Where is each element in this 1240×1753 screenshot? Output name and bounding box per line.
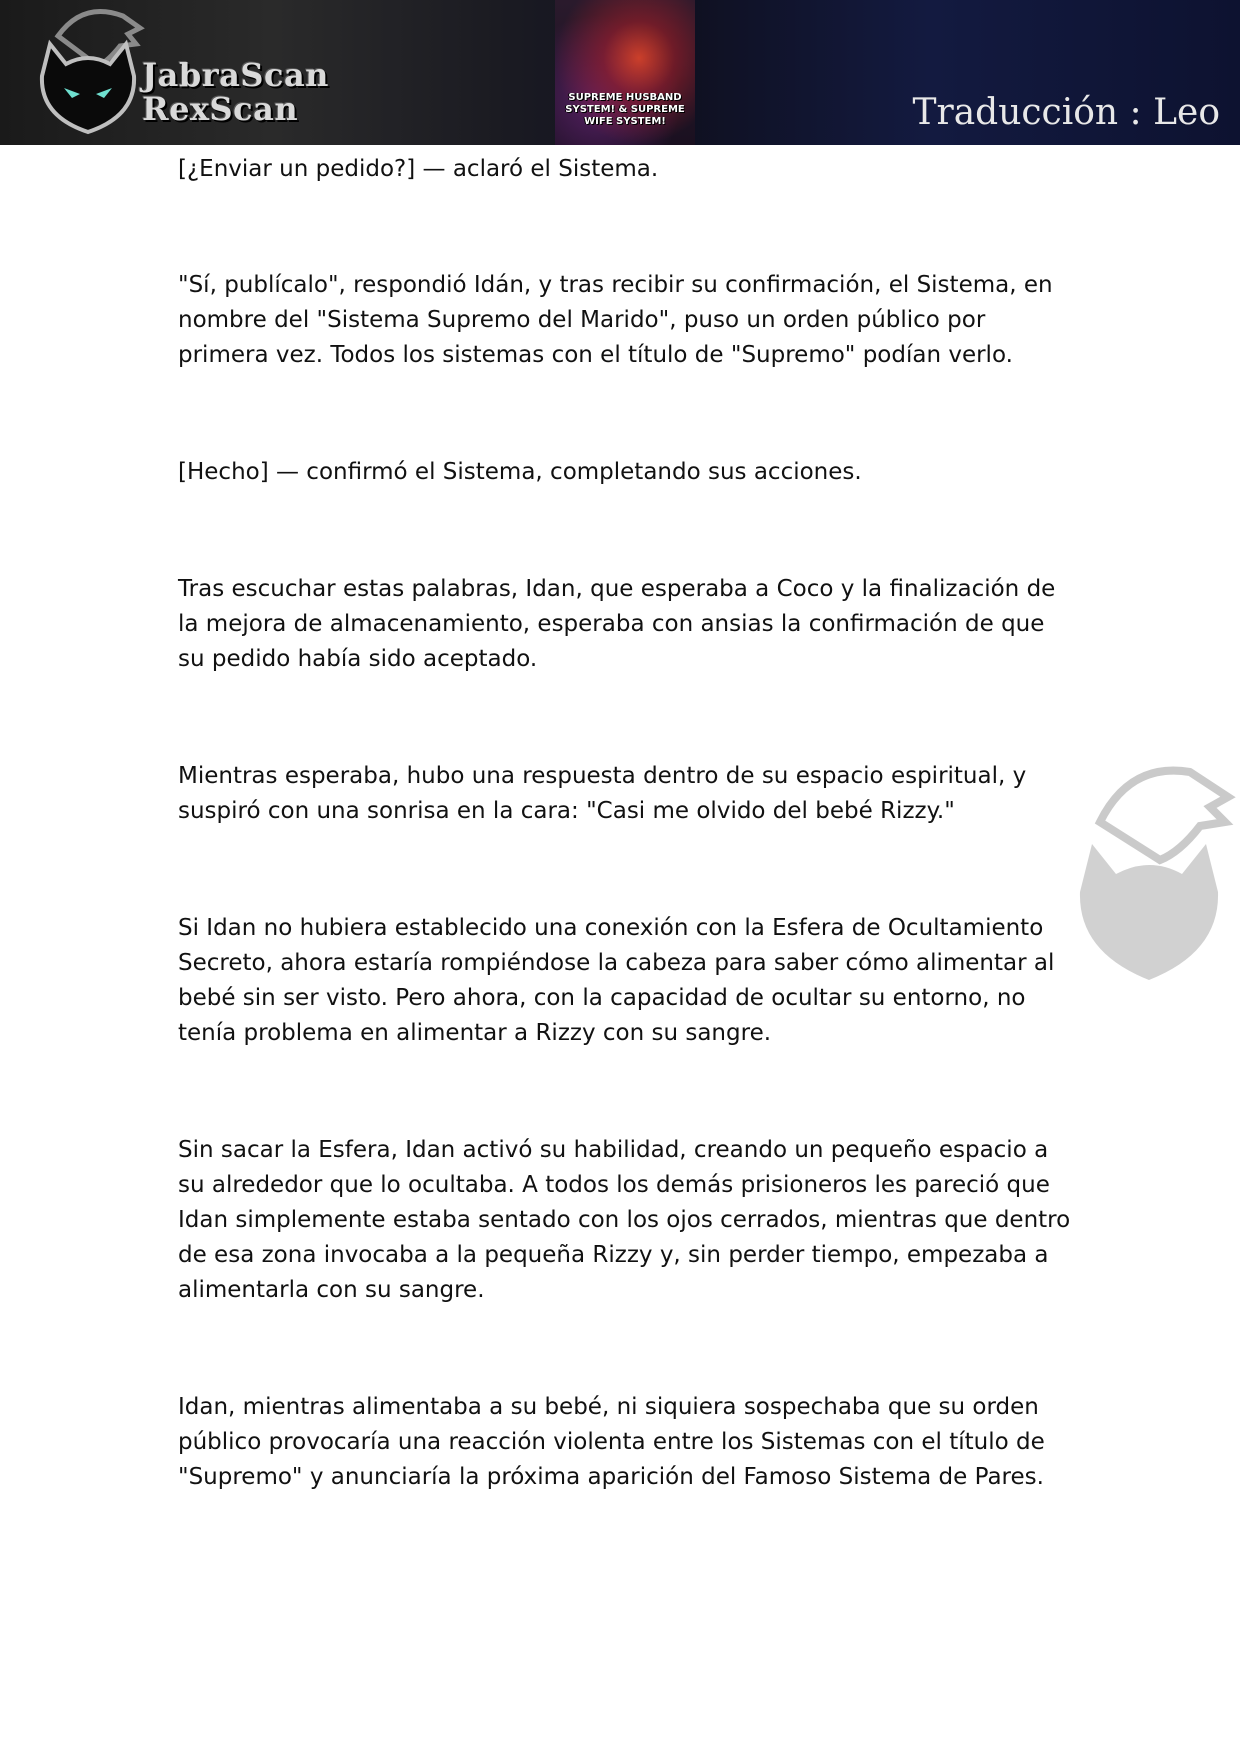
brand-line-1: JabraScan [142,56,329,94]
cover-art [555,0,695,145]
header-banner [0,0,1240,145]
translator-credit: Traducción : Leo [912,92,1220,133]
cover-title: SUPREME HUSBAND SYSTEM! & SUPREME WIFE SYSTEM! [565,92,685,127]
paragraph: "Sí, publícalo", respondió Idán, y tras recibir su confirmación, el Sistema, en nombre del "Sistema Supremo del Marido", puso un orden público por primera vez. Todos los sistemas con el título de "Supremo" podían verlo. [178,272,1053,368]
chapter-text [178,152,1078,1495]
paragraph: Sin sacar la Esfera, Idan activó su habilidad, creando un pequeño espacio a su alrededor que lo ocultaba. A todos los demás prisioneros les pareció que Idan simplemente estaba sentado con los ojos cerrados, mientras que dentro de esa zona invocaba a la pequeña Rizzy y, sin perder tiempo, empezaba a alimentarla con su sangre. [178,1137,1071,1303]
paragraph: [Hecho] — confirmó el Sistema, completando sus acciones. [178,459,862,485]
paragraph: [¿Enviar un pedido?] — aclaró el Sistema. [178,156,659,182]
brand-line-2: RexScan [142,90,299,128]
paragraph: Mientras esperaba, hubo una respuesta dentro de su espacio espiritual, y suspiró con una sonrisa en la cara: "Casi me olvido del bebé Rizzy." [178,763,1027,824]
paragraph: Tras escuchar estas palabras, Idan, que esperaba a Coco y la finalización de la mejora de almacenamiento, esperaba con ansias la confirmación de que su pedido había sido aceptado. [178,576,1056,672]
paragraph: Si Idan no hubiera establecido una conexión con la Esfera de Ocultamiento Secreto, ahora estaría rompiéndose la cabeza para saber cómo alimentar al bebé sin ser visto. Pero ahora, con la capacidad de ocultar su entorno, no tenía problema en alimentar a Rizzy con su sangre. [178,915,1055,1046]
brand-name [142,58,329,126]
paragraph: Idan, mientras alimentaba a su bebé, ni siquiera sospechaba que su orden público provocaría una reacción violenta entre los Sistemas con el título de "Supremo" y anunciaría la próxima aparición del Famoso Sistema de Pares. [178,1394,1045,1490]
dinosaur-wolf-logo-icon [28,6,148,138]
watermark-logo-icon [1060,752,1240,992]
